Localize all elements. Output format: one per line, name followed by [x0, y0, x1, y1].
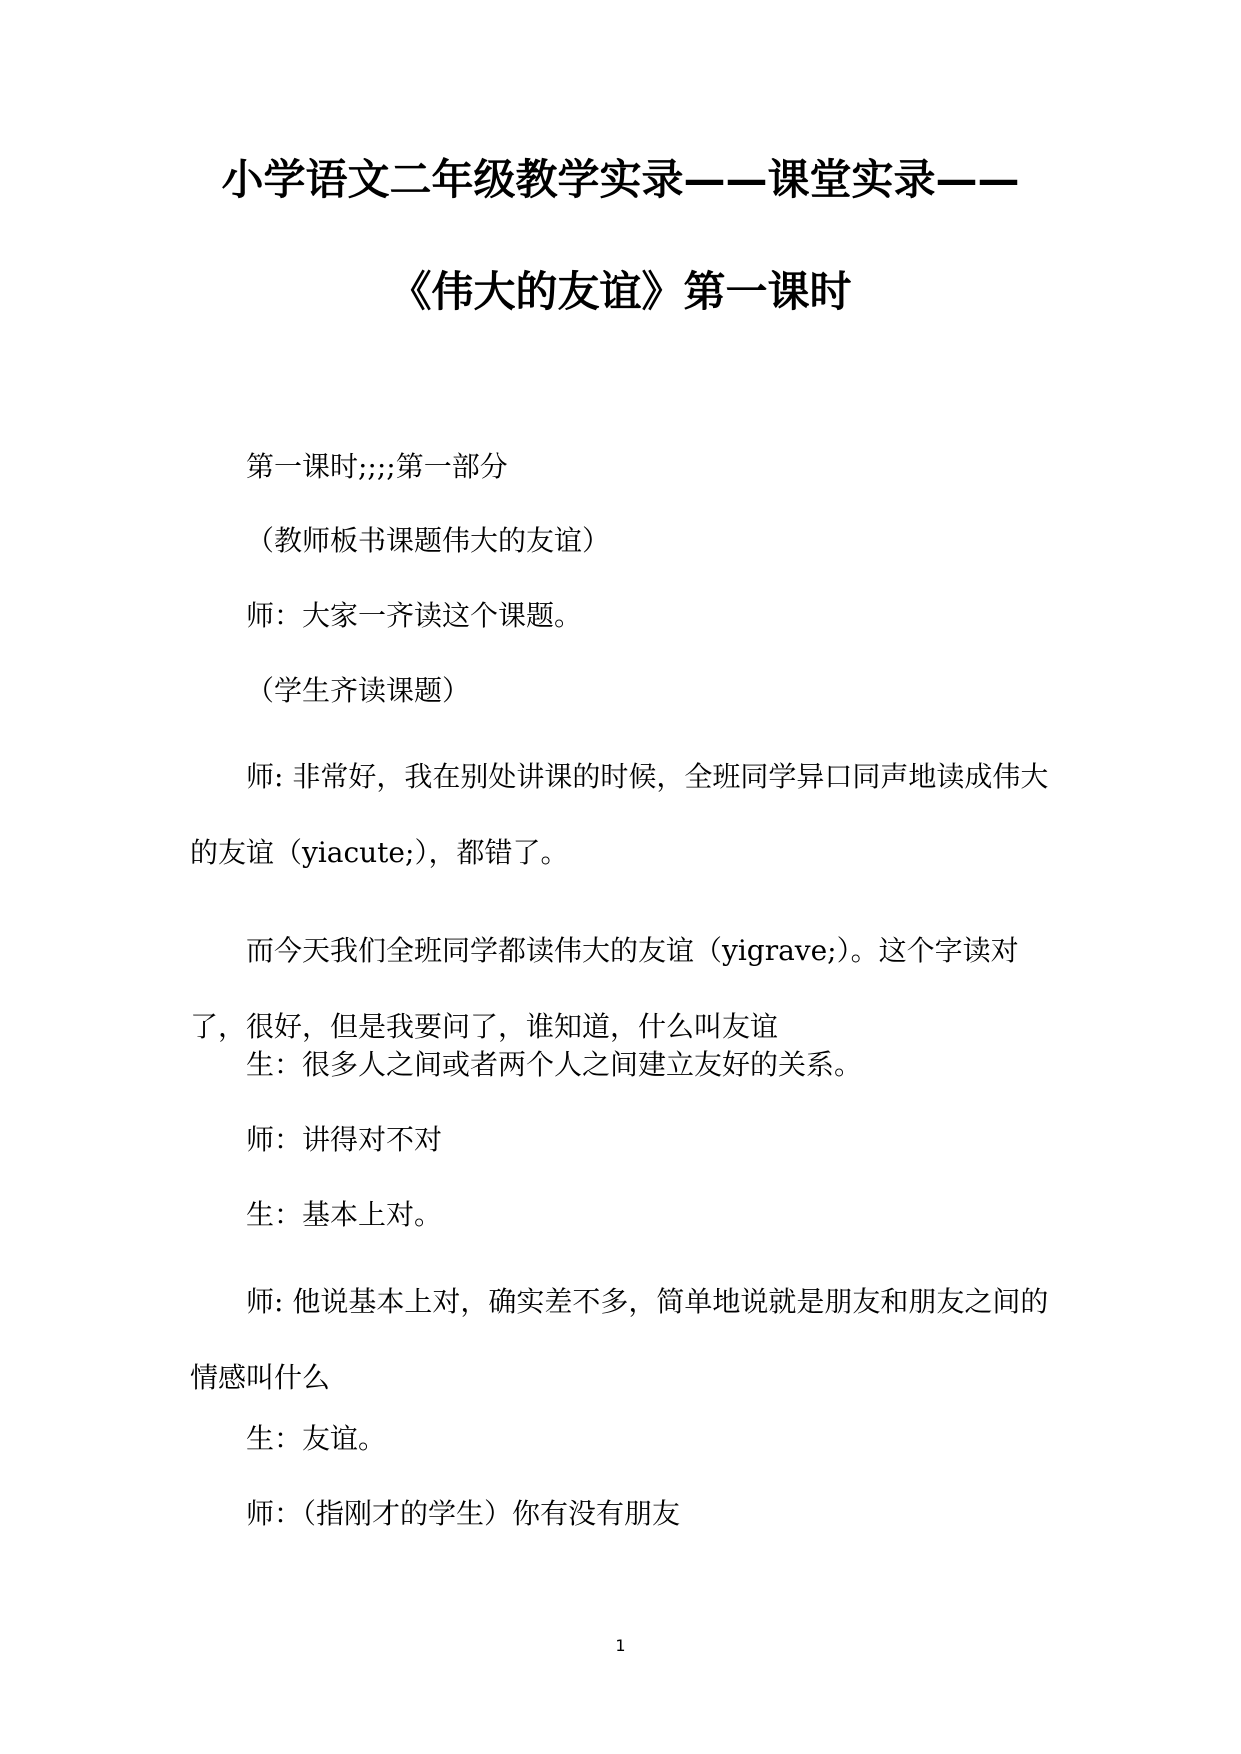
paragraph-9: 生：基本上对。 [246, 1198, 443, 1231]
document-title-line-1: 小学语文二年级教学实录——课堂实录—— [221, 155, 1020, 204]
document-title-line-2: 《伟大的友谊》第一课时 [389, 267, 852, 316]
paragraph-5: 师: 非常好，我在别处讲课的时候，全班同学异口同声地读成伟大的友谊（yiacute;），都错了。 [190, 760, 1049, 869]
paragraph-7: 生：很多人之间或者两个人之间建立友好的关系。 [246, 1048, 863, 1081]
paragraph-11: 生：友谊。 [246, 1422, 387, 1455]
paragraph-8: 师：讲得对不对 [246, 1123, 443, 1156]
paragraph-10: 师: 他说基本上对，确实差不多，简单地说就是朋友和朋友之间的情感叫什么 [190, 1285, 1049, 1394]
paragraph-3: 师：大家一齐读这个课题。 [246, 599, 583, 632]
paragraph-2: （教师板书课题伟大的友谊） [246, 524, 611, 557]
paragraph-12: 师：（指刚才的学生）你有没有朋友 [246, 1497, 681, 1530]
page-number: 1 [615, 1636, 626, 1655]
paragraph-1: 第一课时;;;;第一部分 [246, 450, 508, 483]
paragraph-4: （学生齐读课题） [246, 674, 471, 707]
paragraph-6: 而今天我们全班同学都读伟大的友谊（yigrave;）。这个字读对了，很好，但是我要问了，谁知道，什么叫友谊 [190, 934, 1019, 1043]
